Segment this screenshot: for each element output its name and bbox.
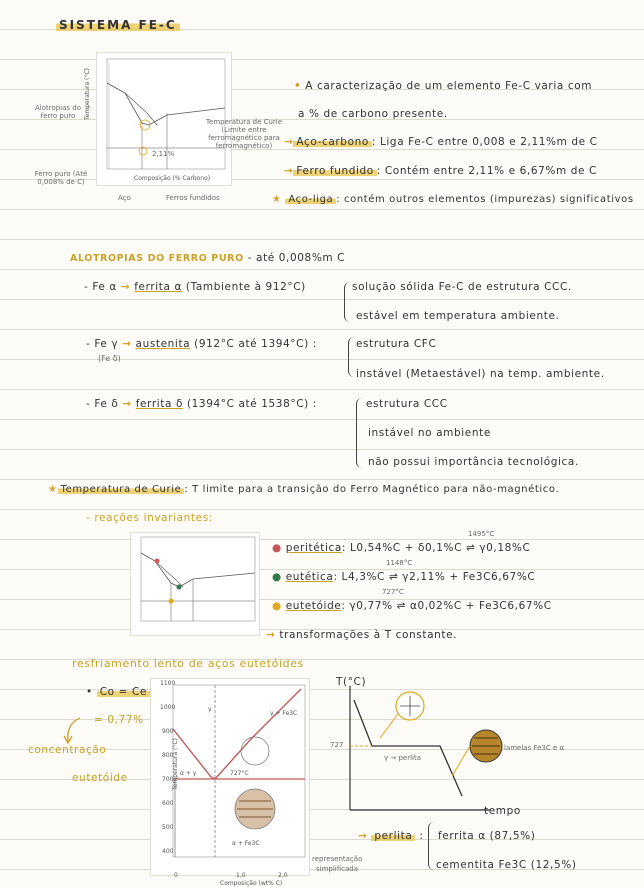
eutetoide-row: ● eutetóide: γ0,77% ⇌ α0,02%C + Fe3C6,67%C: [272, 600, 552, 612]
perlita-row: → perlita :: [358, 830, 424, 842]
eutectoid-y-tick: 1000: [160, 704, 176, 711]
transformacoes-row: → transformações à T constante.: [266, 629, 458, 641]
fe-alpha-desc-1: solução sólida Fe-C de estrutura CCC.: [352, 281, 572, 293]
eutectoid-x-tick: 0: [174, 872, 178, 879]
eutectoid-gamma: γ: [208, 706, 212, 713]
fe-c-diagram-invariant: [130, 532, 260, 636]
intro-line-1: • A caracterização de um elemento Fe-C varia com: [294, 80, 593, 92]
eutectoid-y-tick: 500: [162, 824, 174, 831]
fe-delta-brace: [356, 398, 363, 468]
fig1-right-label-curie: Temperatura de Curie (Limite entre ferromagnético para ferromagnético): [205, 118, 283, 150]
eutectoid-y-axis: Temperatura (°C): [172, 738, 179, 790]
eutectoid-y-tick: 900: [162, 728, 174, 735]
fig1-left-label-alotropias: Alotropias do ferro puro: [34, 104, 82, 120]
fe-delta-desc-3: não possui importância tecnológica.: [368, 456, 579, 468]
resfriamento-heading: resfriamento lento de aços eutetóides: [72, 657, 304, 670]
intro-aco-liga: ★ Aço-liga : contém outros elementos (impurezas) significativos: [272, 194, 634, 205]
representacao-label-2: simplificada: [316, 865, 359, 873]
fe-delta-row: - Fe δ → ferrita δ (1394°C até 1538°C) :: [86, 398, 317, 410]
intro-ferro-fundido: → Ferro fundido : Contém entre 2,11% e 6,67%m de C: [284, 165, 597, 177]
perlita-brace: [428, 822, 435, 870]
fe-alpha-brace: [344, 282, 351, 322]
fe-delta-desc-1: estrutura CCC: [366, 398, 448, 410]
concentracao-label: concentração: [28, 744, 107, 756]
cooling-perlita-arrow: γ → perlita: [384, 754, 422, 762]
fe-gamma-desc-2: instável (Metaestável) na temp. ambiente.: [356, 368, 605, 380]
fig1-x-label-aco: Aço: [118, 194, 131, 202]
peritetica-temp: 1495°C: [468, 530, 495, 538]
eutectoid-y-tick: 600: [162, 800, 174, 807]
perlita-c2: cementita Fe3C (12,5%): [436, 859, 577, 871]
co-ce: • Co = Ce: [86, 686, 150, 698]
perlita-c1: ferrita α (87,5%): [438, 830, 536, 842]
eutectoid-y-tick: 1100: [160, 680, 176, 687]
fig1-x-label-ferros-fundidos: Ferros fundidos: [166, 194, 220, 202]
peritetica-row: ● peritética: L0,54%C + δ0,1%C ⇌ γ0,18%C: [272, 542, 531, 554]
eutectoid-x-tick: 2,0: [278, 872, 288, 879]
cooling-tempo: tempo: [484, 805, 521, 817]
representacao-label-1: representação: [312, 855, 363, 863]
intro-line-2: a % de carbono presente.: [298, 108, 448, 120]
fe-alpha-desc-2: estável em temperatura ambiente.: [356, 310, 560, 322]
fe-gamma-row: - Fe γ → austenita (912°C até 1394°C) :: [86, 338, 317, 350]
fe-gamma-brace: [348, 337, 355, 377]
fe-c-diagram-invariant-svg: [131, 533, 259, 635]
curie-row: ★ Temperatura de Curie : T limite para a transição do Ferro Magnético para não-magnético.: [48, 484, 560, 495]
concentracao-arrow: [60, 716, 90, 746]
eutectoid-y-tick: 700: [162, 776, 174, 783]
cooling-t-axis: T(°C): [336, 676, 367, 688]
fig1-ylabel: Temperatura (°C): [84, 68, 91, 120]
page-title: SISTEMA FE-C: [56, 18, 180, 32]
eutetica-temp: 1148°C: [386, 559, 413, 567]
intro-aco-carbono: → Aço-carbono : Liga Fe-C entre 0,008 e 2,11%m de C: [284, 136, 598, 148]
eutetica-row: ● eutética: L4,3%C ⇌ γ2,11% + Fe3C6,67%C: [272, 571, 536, 583]
eutetoide-label: eutetóide: [72, 772, 128, 784]
eutetoide-temp: 727°C: [382, 588, 404, 596]
fig1-left-label-ferro-puro: Ferro puro (Até 0,008% de C): [34, 170, 88, 186]
eutectoid-alpha-fe3c: α + Fe3C: [232, 840, 260, 847]
fe-gamma-sub: (Fe δ): [98, 354, 121, 363]
eutectoid-gamma-fe3c: γ + Fe3C: [270, 710, 298, 717]
eutectoid-alpha-gamma: α + γ: [180, 770, 197, 777]
eutectoid-x-tick: 1,0: [236, 872, 246, 879]
cooling-lamelas: lamelas Fe3C e α: [504, 744, 565, 752]
fe-delta-desc-2: instável no ambiente: [368, 427, 491, 439]
fig1-x-axis: Composição (% Carbono): [134, 175, 211, 182]
co-ce-pct: = 0,77%: [94, 714, 144, 726]
reacoes-heading: - reações invariantes:: [86, 512, 213, 524]
cooling-curve: [330, 676, 630, 816]
fe-alpha-row: - Fe α → ferrita α (Tambiente à 912°C): [84, 281, 306, 293]
alotropias-heading: ALOTROPIAS DO FERRO PURO - até 0,008%m C: [70, 252, 346, 264]
eutectoid-y-tick: 400: [162, 848, 174, 855]
fe-gamma-desc-1: estrutura CFC: [356, 338, 437, 350]
cooling-727: 727: [330, 741, 344, 749]
eutectoid-temp-727: 727°C: [230, 770, 249, 777]
eutectoid-y-tick: 800: [162, 752, 174, 759]
eutectoid-x-axis: Composição (wt% C): [220, 880, 283, 887]
fig1-value-211: 2,11%: [152, 150, 175, 158]
